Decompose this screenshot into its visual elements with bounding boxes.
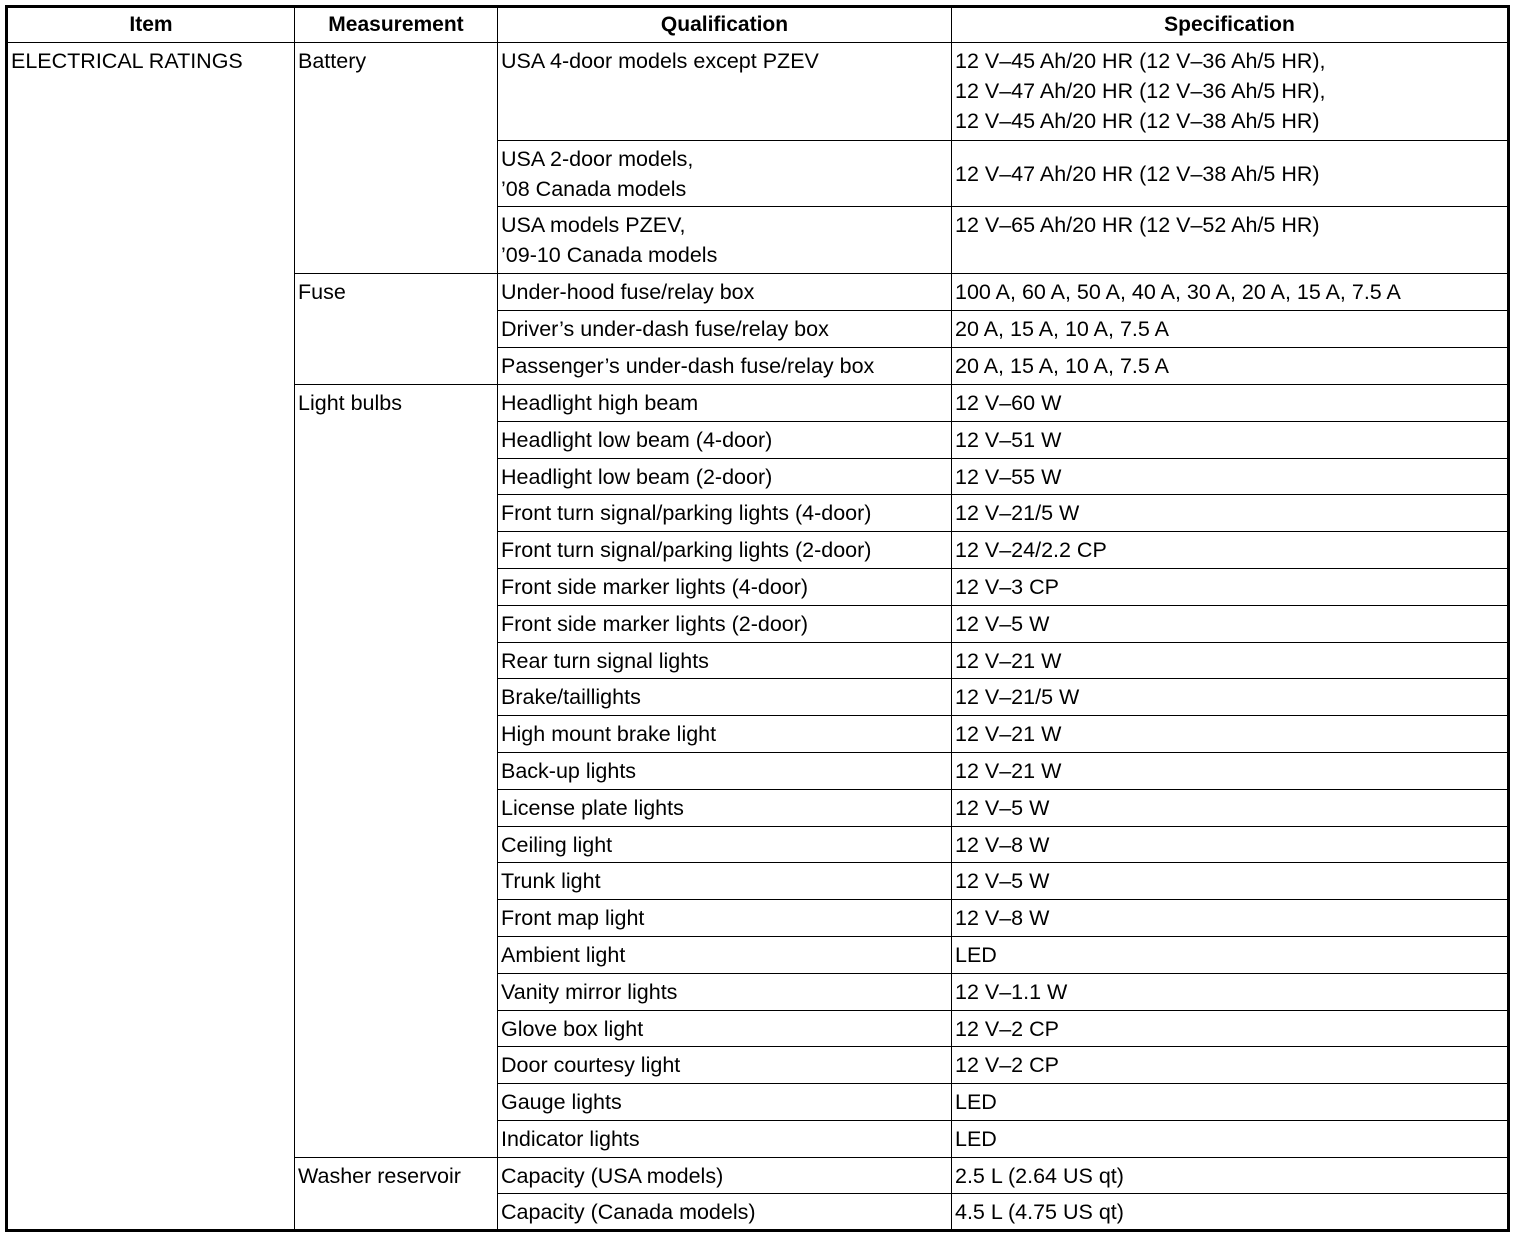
qualification-cell: Headlight high beam bbox=[498, 385, 952, 422]
specification-cell: 12 V–5 W bbox=[952, 863, 1509, 900]
qualification-cell: Front map light bbox=[498, 900, 952, 937]
cell-line: 12 V–65 Ah/20 HR (12 V–52 Ah/5 HR) bbox=[955, 213, 1320, 237]
qualification-cell: Gauge lights bbox=[498, 1084, 952, 1121]
specification-cell: 12 V–2 CP bbox=[952, 1010, 1509, 1047]
specification-cell: 12 V–5 W bbox=[952, 789, 1509, 826]
qualification-cell: Headlight low beam (2-door) bbox=[498, 458, 952, 495]
specification-cell: 12 V–60 W bbox=[952, 385, 1509, 422]
specification-cell bbox=[952, 207, 1509, 274]
specification-cell: 12 V–8 W bbox=[952, 900, 1509, 937]
qualification-cell bbox=[498, 207, 952, 274]
header-measurement: Measurement bbox=[295, 7, 498, 43]
qualification-cell bbox=[498, 141, 952, 207]
specification-cell: 12 V–21 W bbox=[952, 752, 1509, 789]
qualification-cell: Vanity mirror lights bbox=[498, 973, 952, 1010]
header-item: Item bbox=[7, 7, 295, 43]
header-qualification: Qualification bbox=[498, 7, 952, 43]
specification-cell: 12 V–24/2.2 CP bbox=[952, 532, 1509, 569]
qualification-cell: Capacity (Canada models) bbox=[498, 1194, 952, 1231]
qualification-cell: Headlight low beam (4-door) bbox=[498, 421, 952, 458]
specification-cell: 12 V–8 W bbox=[952, 826, 1509, 863]
table-row bbox=[7, 43, 1509, 141]
specification-cell: 12 V–1.1 W bbox=[952, 973, 1509, 1010]
qualification-cell: Front side marker lights (4-door) bbox=[498, 568, 952, 605]
item-cell: ELECTRICAL RATINGS bbox=[7, 43, 295, 1231]
qualification-cell: High mount brake light bbox=[498, 716, 952, 753]
electrical-ratings-table bbox=[5, 5, 1510, 1232]
header-row bbox=[7, 7, 1509, 43]
qualification-cell: Door courtesy light bbox=[498, 1047, 952, 1084]
header-specification: Specification bbox=[952, 7, 1509, 43]
qualification-cell: Under-hood fuse/relay box bbox=[498, 274, 952, 311]
qualification-cell: Rear turn signal lights bbox=[498, 642, 952, 679]
qualification-cell: Indicator lights bbox=[498, 1120, 952, 1157]
specification-cell: 12 V–2 CP bbox=[952, 1047, 1509, 1084]
specification-cell: 12 V–21 W bbox=[952, 642, 1509, 679]
specification-cell: 12 V–55 W bbox=[952, 458, 1509, 495]
qualification-cell: License plate lights bbox=[498, 789, 952, 826]
specification-cell: 20 A, 15 A, 10 A, 7.5 A bbox=[952, 348, 1509, 385]
qualification-cell: Ambient light bbox=[498, 936, 952, 973]
cell-line: USA 2-door models, bbox=[501, 147, 694, 171]
specification-cell: 12 V–51 W bbox=[952, 421, 1509, 458]
qualification-cell: Capacity (USA models) bbox=[498, 1157, 952, 1194]
qualification-cell bbox=[498, 43, 952, 141]
measurement-cell: Light bulbs bbox=[295, 385, 498, 1158]
cell-line: ’09-10 Canada models bbox=[501, 243, 718, 267]
qualification-cell: Front side marker lights (2-door) bbox=[498, 605, 952, 642]
qualification-cell: Front turn signal/parking lights (2-door) bbox=[498, 532, 952, 569]
specification-cell: 12 V–21/5 W bbox=[952, 495, 1509, 532]
measurement-cell: Washer reservoir bbox=[295, 1157, 498, 1230]
qualification-cell: Brake/taillights bbox=[498, 679, 952, 716]
measurement-cell: Battery bbox=[295, 43, 498, 274]
cell-line: ’08 Canada models bbox=[501, 177, 687, 201]
cell-line: USA 4-door models except PZEV bbox=[501, 49, 819, 73]
specification-cell: 4.5 L (4.75 US qt) bbox=[952, 1194, 1509, 1231]
specification-cell: 2.5 L (2.64 US qt) bbox=[952, 1157, 1509, 1194]
qualification-cell: Trunk light bbox=[498, 863, 952, 900]
qualification-cell: Glove box light bbox=[498, 1010, 952, 1047]
qualification-cell: Front turn signal/parking lights (4-door) bbox=[498, 495, 952, 532]
qualification-cell: Driver’s under-dash fuse/relay box bbox=[498, 311, 952, 348]
cell-line: 12 V–45 Ah/20 HR (12 V–36 Ah/5 HR), bbox=[955, 49, 1326, 73]
specification-cell: 12 V–5 W bbox=[952, 605, 1509, 642]
specification-cell bbox=[952, 141, 1509, 207]
qualification-cell: Passenger’s under-dash fuse/relay box bbox=[498, 348, 952, 385]
specification-cell: 100 A, 60 A, 50 A, 40 A, 30 A, 20 A, 15 A, 7.5 A bbox=[952, 274, 1509, 311]
measurement-cell: Fuse bbox=[295, 274, 498, 385]
qualification-cell: Ceiling light bbox=[498, 826, 952, 863]
specification-cell: 12 V–3 CP bbox=[952, 568, 1509, 605]
cell-line: 12 V–45 Ah/20 HR (12 V–38 Ah/5 HR) bbox=[955, 109, 1320, 133]
cell-line: 12 V–47 Ah/20 HR (12 V–38 Ah/5 HR) bbox=[955, 161, 1320, 186]
specification-cell bbox=[952, 43, 1509, 141]
specification-cell: LED bbox=[952, 1120, 1509, 1157]
cell-line: 12 V–47 Ah/20 HR (12 V–36 Ah/5 HR), bbox=[955, 79, 1326, 103]
specification-cell: 12 V–21/5 W bbox=[952, 679, 1509, 716]
qualification-cell: Back-up lights bbox=[498, 752, 952, 789]
specification-cell: LED bbox=[952, 1084, 1509, 1121]
specification-cell: LED bbox=[952, 936, 1509, 973]
specification-cell: 12 V–21 W bbox=[952, 716, 1509, 753]
specification-cell: 20 A, 15 A, 10 A, 7.5 A bbox=[952, 311, 1509, 348]
cell-line: USA models PZEV, bbox=[501, 213, 686, 237]
